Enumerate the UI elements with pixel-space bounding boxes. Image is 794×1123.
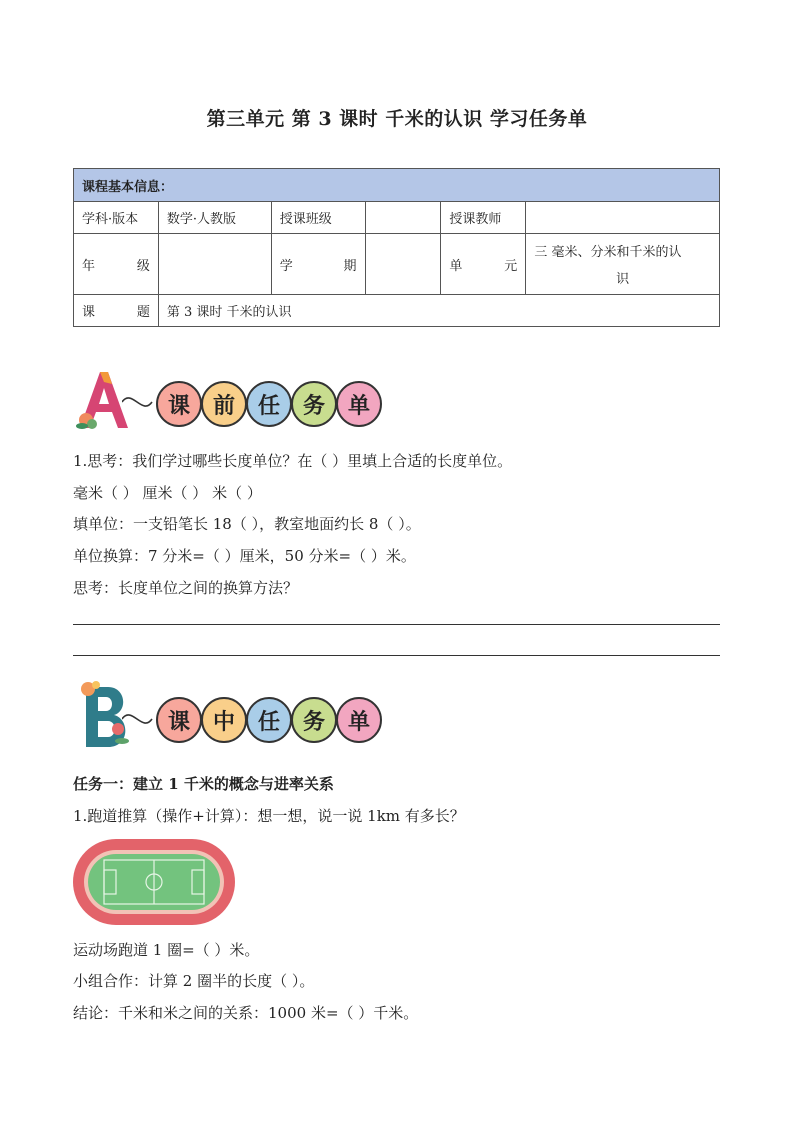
class-value — [365, 202, 441, 234]
section_a-title-char-4: 单 — [336, 381, 382, 427]
page-title: 第三单元 第 3 课时 千米的认识 学习任务单 — [206, 108, 588, 130]
task1-question: 1.跑道推算（操作+计算）：想一想，说一说 1km 有多长？ — [73, 807, 465, 825]
section_b-title-char-0: 课 — [156, 697, 202, 743]
section_b-title-char-4: 单 — [336, 697, 382, 743]
section-b-line-1: 运动场跑道 1 圈=（ ）米。 — [73, 941, 260, 959]
section-a-line-1: 1.思考：我们学过哪些长度单位？在（ ）里填上合适的长度单位。 — [73, 452, 513, 470]
unit-label: 单 元 — [441, 234, 526, 295]
teacher-value — [526, 202, 720, 234]
unit-value: 三 毫米、分米和千米的认 识 — [526, 234, 720, 295]
section-b-line-3: 结论：千米和米之间的关系：1000 米=（ ）千米。 — [73, 1004, 419, 1022]
grade-label: 年 级 — [74, 234, 159, 295]
section_b-title-char-1: 中 — [201, 697, 247, 743]
section-a-line-3: 填单位：一支铅笔长 18（ ），教室地面约长 8（ ）。 — [73, 515, 421, 533]
section_b-title-char-2: 任 — [246, 697, 292, 743]
subject-value: 数学·人教版 — [158, 202, 271, 234]
section_b-title-char-3: 务 — [291, 697, 337, 743]
topic-value: 第 3 课时 千米的认识 — [158, 295, 719, 327]
section_a-title-char-3: 务 — [291, 381, 337, 427]
answer-line-1 — [73, 624, 720, 625]
section-a-line-2: 毫米（ ） 厘米（ ） 米（ ） — [73, 484, 262, 502]
section_a-title-char-0: 课 — [156, 381, 202, 427]
section-a-line-4: 单位换算：7 分米=（ ）厘米，50 分米=（ ）米。 — [73, 547, 416, 565]
topic-label: 课 题 — [74, 295, 159, 327]
term-value — [365, 234, 441, 295]
running-track-image — [72, 838, 236, 926]
answer-line-2 — [73, 655, 720, 656]
section-a-line-5: 思考：长度单位之间的换算方法？ — [73, 579, 299, 597]
section_a-title-char-2: 任 — [246, 381, 292, 427]
grade-value — [158, 234, 271, 295]
course-info-table — [73, 168, 720, 327]
section_a-title-char-1: 前 — [201, 381, 247, 427]
term-label: 学 期 — [271, 234, 365, 295]
class-label: 授课班级 — [271, 202, 365, 234]
subject-label: 学科·版本 — [74, 202, 159, 234]
table-header: 课程基本信息： — [74, 169, 720, 202]
section-b-line-2: 小组合作：计算 2 圈半的长度（ ）。 — [73, 972, 315, 990]
task1-title: 任务一：建立 1 千米的概念与进率关系 — [73, 775, 334, 793]
svg-text:A: A — [74, 368, 75, 369]
teacher-label: 授课教师 — [441, 202, 526, 234]
svg-text:B: B — [74, 681, 75, 682]
